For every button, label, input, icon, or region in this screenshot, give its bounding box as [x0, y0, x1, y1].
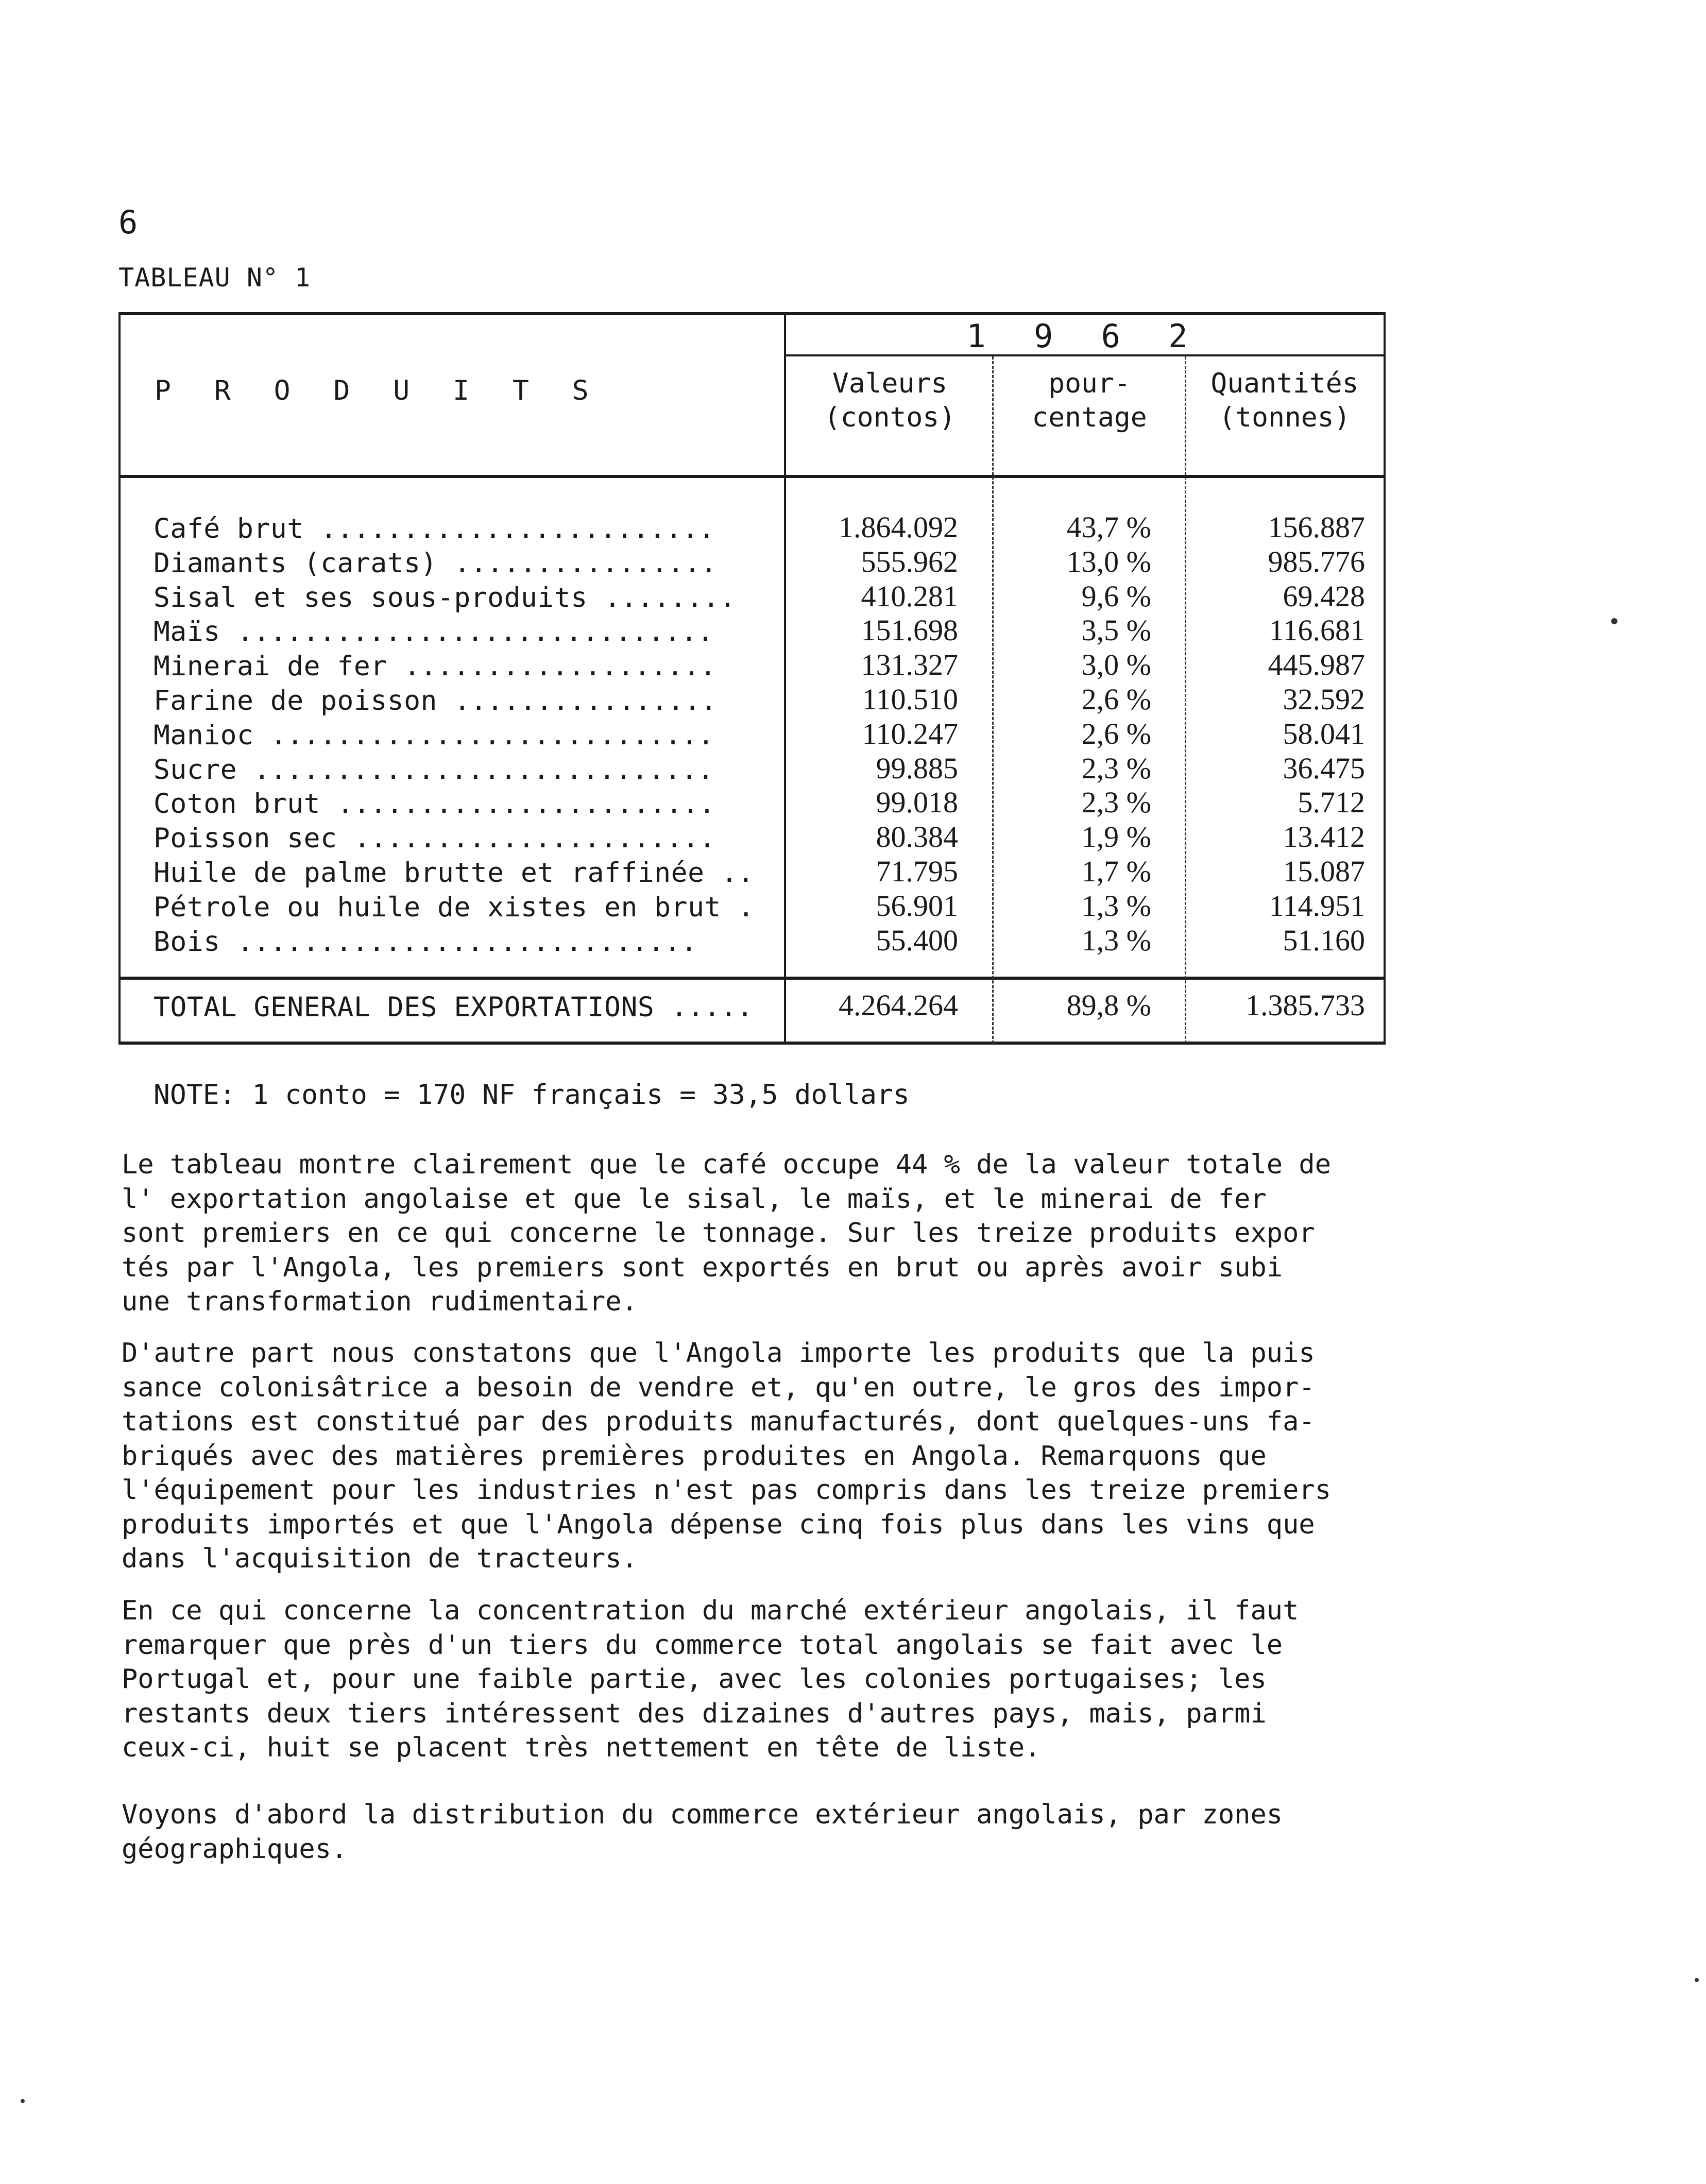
leader-dots: .......................	[337, 788, 715, 820]
product-name-text: Manioc	[153, 719, 270, 751]
percentage-cell: 2,3 %	[1081, 786, 1151, 820]
value-cell: 71.795	[876, 855, 958, 888]
quantity-cell: 445.987	[1268, 648, 1365, 682]
leader-dots: ...........................	[270, 719, 714, 751]
quantity-cell: 51.160	[1283, 923, 1365, 957]
total-label	[153, 992, 753, 1023]
quantity-cell: 13.412	[1283, 820, 1365, 854]
header-bottom-border	[118, 475, 1386, 478]
paragraph-line: ceux-ci, huit se placent très nettement en tête de liste.	[122, 1732, 1041, 1763]
table-left-border	[118, 315, 121, 1044]
leader-dots: ..	[721, 857, 754, 889]
paragraph-line: produits importés et que l'Angola dépense cinq fois plus dans les vins que	[122, 1509, 1315, 1540]
paragraph-line: Voyons d'abord la distribution du commerce extérieur angolais, par zones	[122, 1799, 1283, 1830]
product-name	[153, 616, 713, 647]
paragraph-line: une transformation rudimentaire.	[122, 1286, 638, 1317]
product-name	[153, 651, 716, 682]
value-cell: 99.885	[876, 751, 958, 785]
quantity-cell: 32.592	[1283, 682, 1365, 716]
percentage-cell: 2,3 %	[1081, 751, 1151, 785]
product-name-text: Minerai de fer	[153, 651, 404, 682]
value-cell: 555.962	[861, 544, 958, 578]
percentage-cell: 3,5 %	[1081, 613, 1151, 647]
quantity-cell: 116.681	[1269, 613, 1365, 647]
value-cell: 110.247	[862, 716, 958, 750]
paragraph-line: sance colonisâtrice a besoin de vendre et, qu'en outre, le gros des impor-	[122, 1372, 1315, 1403]
quantity-cell: 114.951	[1269, 889, 1365, 923]
leader-dots: ...................	[404, 651, 716, 682]
product-name-text: Pétrole ou huile de xistes en brut	[153, 891, 738, 923]
column-header-year: 1 9 6 2	[966, 317, 1202, 355]
paragraph	[122, 1148, 1389, 1319]
column-header-produits: P R O D U I T S	[155, 375, 602, 406]
paragraph-line: tés par l'Angola, les premiers sont exportés en brut ou après avoir subi	[122, 1252, 1283, 1283]
column-header-pourcentage-line1: pour-	[1048, 368, 1131, 399]
percentage-cell: 2,6 %	[1081, 716, 1151, 750]
total-top-border	[118, 977, 1386, 980]
value-cell: 55.400	[876, 923, 958, 957]
percentage-cell: 1,3 %	[1081, 889, 1151, 923]
product-name	[153, 892, 754, 923]
column-header-pourcentage	[994, 367, 1185, 435]
leader-dots: ......................	[353, 823, 715, 855]
paragraph-line: tations est constitué par des produits manufacturés, dont quelques-uns fa-	[122, 1406, 1315, 1437]
product-name	[153, 926, 697, 958]
paragraph-line: sont premiers en ce qui concerne le tonnage. Sur les treize produits expor	[122, 1218, 1315, 1249]
leader-dots: ............................	[237, 926, 697, 958]
column-header-pourcentage-line2: centage	[1032, 402, 1147, 433]
quantity-cell: 36.475	[1283, 751, 1365, 785]
product-name	[153, 720, 714, 751]
quantity-cell: 985.776	[1268, 544, 1365, 578]
column-header-quantites-line2: (tonnes)	[1219, 402, 1351, 433]
leader-dots: ........	[604, 582, 736, 613]
column-header-valeurs	[788, 367, 992, 435]
product-name	[153, 823, 715, 854]
product-name	[153, 548, 717, 579]
leader-dots: .............................	[237, 616, 714, 648]
product-name	[153, 513, 715, 544]
quantity-cell: 156.887	[1268, 510, 1365, 544]
scan-speck	[21, 2099, 25, 2103]
paragraph-line: Le tableau montre clairement que le café occupe 44 % de la valeur totale de	[122, 1149, 1331, 1180]
product-name-text: Diamants (carats)	[153, 547, 454, 579]
values-column-divider	[992, 356, 994, 1044]
percentage-cell: 9,6 %	[1081, 579, 1151, 613]
product-name-text: Huile de palme brutte et raffinée	[153, 857, 721, 889]
quantity-cell: 15.087	[1283, 855, 1365, 888]
product-name	[153, 582, 736, 613]
total-leader-dots: .....	[671, 992, 754, 1023]
paragraph-line: géographiques.	[122, 1833, 348, 1865]
product-name-text: Farine de poisson	[153, 685, 454, 716]
product-name-text: Sisal et ses sous-produits	[153, 582, 605, 613]
paragraph-line: En ce qui concerne la concentration du marché extérieur angolais, il faut	[122, 1595, 1299, 1626]
paragraph-line: l' exportation angolaise et que le sisal, le maïs, et le minerai de fer	[122, 1183, 1267, 1215]
page-number: 6	[118, 203, 138, 241]
column-header-quantites	[1187, 367, 1383, 435]
column-header-quantites-line1: Quantités	[1210, 368, 1359, 399]
product-name	[153, 857, 754, 889]
table-right-border	[1384, 315, 1386, 1044]
product-name-text: Poisson sec	[153, 823, 354, 855]
table-top-border	[118, 312, 1386, 315]
paragraph-line: dans l'acquisition de tracteurs.	[122, 1543, 638, 1574]
total-quantite: 1.385.733	[1246, 988, 1365, 1022]
percentage-cell: 2,6 %	[1081, 682, 1151, 716]
value-cell: 80.384	[876, 820, 958, 854]
scan-speck	[1611, 618, 1617, 624]
product-name	[153, 754, 714, 786]
column-header-valeurs-line2: (contos)	[824, 402, 956, 433]
value-cell: 151.698	[861, 613, 958, 647]
table-bottom-border	[118, 1042, 1386, 1045]
value-cell: 1.864.092	[839, 510, 958, 544]
percentage-cell: 13,0 %	[1066, 544, 1151, 578]
scan-speck	[1695, 1978, 1699, 1982]
product-name	[153, 788, 715, 820]
paragraph-line: briqués avec des matières premières produites en Angola. Remarquons que	[122, 1440, 1267, 1472]
table-title: TABLEAU N° 1	[118, 263, 311, 293]
leader-dots: ................	[454, 685, 717, 716]
percentage-cell: 43,7 %	[1066, 510, 1151, 544]
paragraph-line: l'équipement pour les industries n'est pas compris dans les treize premiers	[122, 1475, 1331, 1506]
percentage-cell: 1,3 %	[1081, 923, 1151, 957]
value-cell: 410.281	[861, 579, 958, 613]
total-label-text: TOTAL GENERAL DES EXPORTATIONS	[153, 992, 671, 1023]
leader-dots: ............................	[253, 754, 714, 786]
paragraph	[122, 1336, 1389, 1576]
products-column-divider	[784, 315, 786, 1044]
percentage-cell: 1,7 %	[1081, 855, 1151, 888]
quantity-cell: 69.428	[1283, 579, 1365, 613]
percentage-column-divider	[1185, 356, 1186, 1044]
paragraph	[122, 1798, 1389, 1866]
quantity-cell: 5.712	[1298, 786, 1365, 820]
leader-dots: ........................	[320, 513, 715, 544]
paragraph	[122, 1594, 1389, 1765]
total-valeur: 4.264.264	[839, 988, 958, 1022]
paragraph-line: remarquer que près d'un tiers du commerce total angolais se fait avec le	[122, 1629, 1283, 1661]
value-cell: 99.018	[876, 786, 958, 820]
leader-dots: ................	[454, 547, 717, 579]
product-name-text: Bois	[153, 926, 237, 958]
product-name	[153, 685, 717, 716]
percentage-cell: 3,0 %	[1081, 648, 1151, 682]
product-name-text: Sucre	[153, 754, 254, 786]
value-cell: 56.901	[876, 889, 958, 923]
product-name-text: Café brut	[153, 513, 321, 544]
paragraph-line: Portugal et, pour une faible partie, avec les colonies portugaises; les	[122, 1664, 1267, 1695]
value-cell: 131.327	[861, 648, 958, 682]
product-name-text: Coton brut	[153, 788, 337, 820]
value-cell: 110.510	[862, 682, 958, 716]
quantity-cell: 58.041	[1283, 716, 1365, 750]
total-pourcentage: 89,8 %	[1066, 988, 1151, 1022]
leader-dots: .	[738, 891, 755, 923]
paragraph-line: restants deux tiers intéressent des dizaines d'autres pays, mais, parmi	[122, 1698, 1267, 1729]
column-header-valeurs-line1: Valeurs	[832, 368, 948, 399]
paragraph-line: D'autre part nous constatons que l'Angola importe les produits que la puis	[122, 1338, 1315, 1369]
percentage-cell: 1,9 %	[1081, 820, 1151, 854]
product-name-text: Maïs	[153, 616, 237, 648]
conversion-note: NOTE: 1 conto = 170 NF français = 33,5 dollars	[153, 1079, 910, 1111]
